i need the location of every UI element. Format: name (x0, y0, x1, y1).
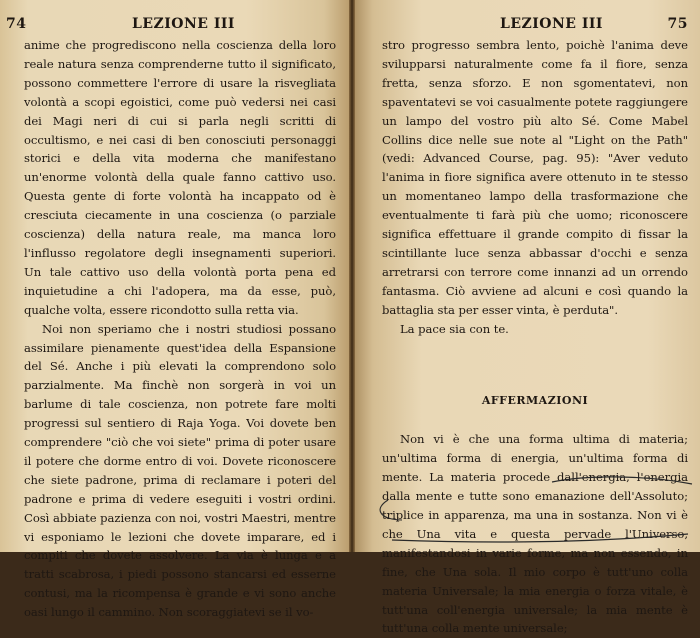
left-page-text (24, 36, 336, 622)
right-page-number: 75 (667, 16, 688, 32)
right-page-header (382, 10, 688, 36)
left-running-head: LEZIONE III (132, 16, 235, 32)
left-paragraph-1: anime che progrediscono nella coscienza della loro reale natura senza comprenderne tutto il significato, possono commettere l'errore di usare la risvegliata volontà a scopi egoistici, come può vedersi nei casi dei Magi neri di cui si parla negli scritti di occultismo, e nei casi di ben conosciuti personaggi storici e della vita moderna che manifestano un'enorme volontà della quale fanno cattivo uso. Questa gente di forte volontà ha incappato od è cresciuta ciecamente in una coscienza (o parziale coscienza) della natura reale, ma manca loro l'influsso regolatore degli insegnamenti superiori. Un tale cattivo uso della volontà porta pena ed inquietudine a chi l'adopera, ma da esse, può, qualche volta, essere ricondotto sulla retta via. (24, 38, 336, 317)
affirmation-paragraph: Non vi è che una forma ultima di materia; un'ultima forma di energia, un'ultima forma di mente. La materia procede dall'energia, l'energia dalla mente e tutte sono emanazione dell'Assoluto; triplice in apparenza, ma una in sostanza. Non vi è che Una vita e questa pervade l'Universo, manifestandosi in varie forme, ma non essendo, in fine, che Una sola. Il mio corpo è tutt'uno colla materia Universale; la mia energia o forza vitale, è tutt'una coll'energia universale; la mia mente è tutt'una colla mente universale; (382, 432, 688, 636)
right-page (352, 0, 700, 636)
left-page-number: 74 (6, 16, 27, 32)
left-paragraph-2: Noi non speriamo che i nostri studiosi possano assimilare pienamente quest'idea della Espansione del Sé. Anche i più elevati la comprendono solo parzialmente. Ma finchè non sorgerà in voi un barlume di tale coscienza, non potrete fare molti progressi sul sentiero di Raja Yoga. Voi dovete ben comprendere "ciò che voi siete" prima di poter usare il potere che dorme entro di voi. Dovete riconoscere che siete padrone, prima di reclamare i poteri del padrone e prima di vedere eseguiti i vostri ordini. Così abbiate pazienza con noi, vostri Maestri, mentre vi esponiamo le lezioni che dovete imparare, ed i compiti che dovete assolvere. La via è lunga e a tratti scabrosa, i piedi possono stancarsi ed esserne contusi, ma la ricompensa è grande e vi sono anche oasi lungo il cammino. Non scoraggiatevi se il vo- (24, 321, 336, 620)
right-page-text (382, 36, 688, 638)
book-gutter (349, 0, 355, 552)
right-paragraph-2: La pace sia con te. (400, 321, 509, 336)
right-paragraph-1: stro progresso sembra lento, poichè l'anima deve svilupparsi naturalmente come fa il fiore, senza fretta, senza sforzo. E non sgomentatevi, non spaventatevi se voi casualmente potete raggiungere un lampo del vostro più alto Sé. Come Mabel Collins dice nelle sue note al "Light on the Path" (vedi: Advanced Course, pag. 95): "Aver veduto l'anima in fiore significa avere ottenuto in te stesso un momentaneo lampo della trasformazione che eventualmente ti farà più che uomo; riconoscere significa effettuare il grande compito di fissar la scintillante luce senza abbassar d'occhi e senza arretrarsi con terrore come innanzi ad un orrendo fantasma. Ciò avviene ad alcuni e così quando la battaglia sta per esser vinta, è perduta". (382, 38, 688, 317)
section-heading: AFFERMAZIONI (481, 393, 589, 407)
left-page (0, 0, 352, 620)
right-running-head: LEZIONE III (500, 16, 603, 32)
left-page-header (6, 10, 336, 36)
